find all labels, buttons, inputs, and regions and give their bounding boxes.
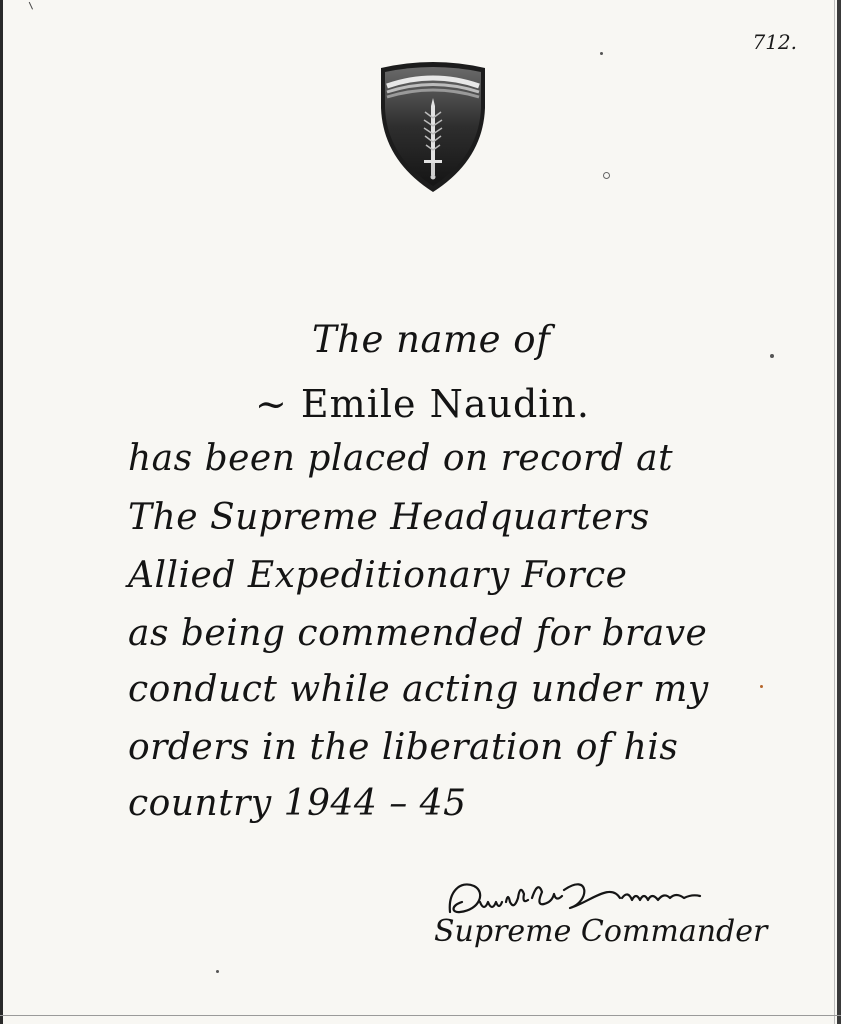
scan-speck bbox=[760, 685, 763, 688]
body-line-6: orders in the liberation of his bbox=[128, 727, 679, 768]
scan-speck bbox=[216, 970, 219, 973]
shaef-shield-emblem-icon bbox=[377, 60, 489, 196]
recipient-name: ~ Emile Naudin. bbox=[255, 382, 590, 426]
body-line-4: as being commended for brave bbox=[128, 613, 708, 654]
body-line-3: Allied Expeditionary Force bbox=[128, 555, 628, 596]
scan-edge-right-inner bbox=[834, 0, 835, 1024]
body-line-7: country 1944 – 45 bbox=[128, 783, 467, 824]
certificate-intro: The name of bbox=[312, 318, 551, 361]
page-number: 712. bbox=[752, 30, 797, 54]
signer-title: Supreme Commander bbox=[434, 914, 768, 949]
corner-mark bbox=[29, 0, 41, 10]
scan-edge-bottom bbox=[0, 1015, 841, 1016]
scan-speck bbox=[600, 52, 603, 55]
body-line-2: The Supreme Headquarters bbox=[128, 497, 650, 538]
scan-edge-left bbox=[0, 0, 3, 1024]
scan-speck bbox=[603, 172, 610, 179]
scan-edge-right bbox=[837, 0, 841, 1024]
body-line-5: conduct while acting under my bbox=[128, 669, 709, 710]
body-line-1: has been placed on record at bbox=[128, 438, 674, 479]
scan-speck bbox=[770, 354, 774, 358]
